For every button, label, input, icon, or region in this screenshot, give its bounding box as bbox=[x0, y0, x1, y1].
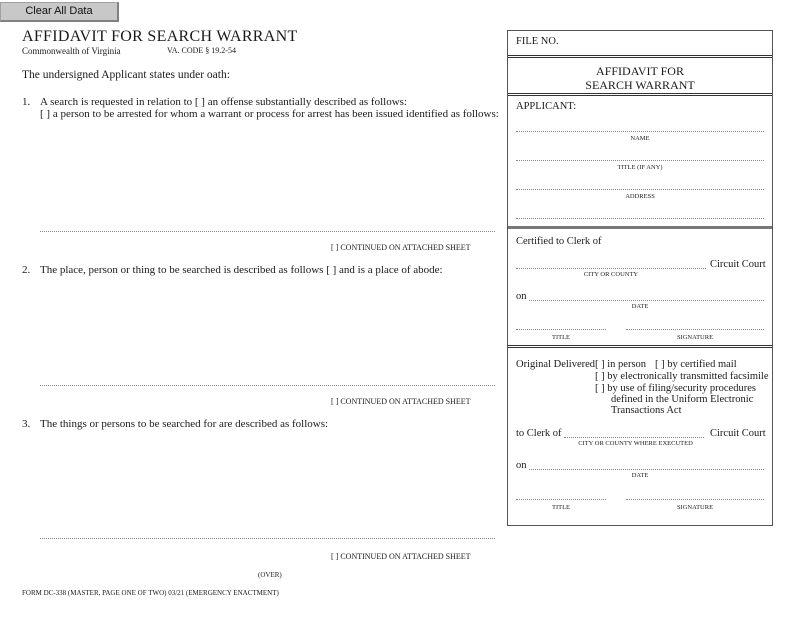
section-2-text-area[interactable] bbox=[40, 278, 495, 381]
certified-mail-checkbox[interactable]: [ ] by certified mail bbox=[655, 359, 737, 370]
date-caption-2: DATE bbox=[631, 472, 649, 479]
section-1-person-checkbox-line[interactable]: [ ] a person to be arrested for whom a warrant or process for arrest has been issued identified as follows: bbox=[40, 108, 499, 120]
signature-caption-2: SIGNATURE bbox=[676, 504, 714, 511]
section-1-offense-checkbox-line[interactable]: A search is requested in relation to [ ] an offense substantially described as follows: bbox=[40, 96, 407, 108]
panel-title-line1: AFFIDAVIT FOR bbox=[596, 64, 684, 78]
section-1-continued-checkbox[interactable]: [ ] CONTINUED ON ATTACHED SHEET bbox=[331, 243, 471, 252]
delivered-title-input[interactable] bbox=[516, 499, 606, 500]
certified-title-input[interactable] bbox=[516, 329, 606, 330]
certified-city-county-input[interactable] bbox=[516, 268, 706, 269]
on-label: on bbox=[516, 291, 527, 302]
delivered-date-input[interactable] bbox=[529, 469, 764, 470]
title-caption: TITLE bbox=[551, 334, 571, 341]
clear-all-data-button[interactable]: Clear All Data bbox=[0, 2, 119, 22]
applicant-label: APPLICANT: bbox=[516, 101, 577, 112]
file-no-label: FILE NO. bbox=[516, 36, 559, 47]
section-2-number: 2. bbox=[22, 264, 31, 276]
section-3-continued-checkbox[interactable]: [ ] CONTINUED ON ATTACHED SHEET bbox=[331, 552, 471, 561]
on-label-2: on bbox=[516, 460, 527, 471]
signature-caption: SIGNATURE bbox=[676, 334, 714, 341]
filing-security-text-3: Transactions Act bbox=[611, 405, 682, 416]
filing-panel bbox=[507, 30, 773, 526]
filing-security-text-2: defined in the Uniform Electronic bbox=[611, 394, 754, 405]
date-caption: DATE bbox=[631, 303, 649, 310]
applicant-address-input-2[interactable] bbox=[516, 218, 764, 219]
applicant-name-input[interactable] bbox=[516, 131, 764, 132]
over-label: (OVER) bbox=[258, 571, 282, 579]
section-1-number: 1. bbox=[22, 96, 31, 108]
section-3-underline bbox=[40, 538, 495, 539]
statute-code: VA. CODE § 19.2-54 bbox=[167, 46, 236, 55]
name-caption: NAME bbox=[630, 135, 650, 142]
address-caption: ADDRESS bbox=[625, 193, 655, 200]
section-1-underline bbox=[40, 231, 495, 232]
city-or-county-caption: CITY OR COUNTY bbox=[583, 271, 639, 278]
title-if-any-caption: TITLE (IF ANY) bbox=[617, 164, 663, 171]
executed-city-county-input[interactable] bbox=[564, 437, 704, 438]
intro-statement: The undersigned Applicant states under oath: bbox=[22, 69, 230, 81]
section-1-text-area[interactable] bbox=[40, 122, 495, 227]
section-2-underline bbox=[40, 385, 495, 386]
divider bbox=[508, 55, 772, 58]
circuit-court-label: Circuit Court bbox=[710, 259, 766, 270]
section-3-number: 3. bbox=[22, 418, 31, 430]
divider bbox=[508, 93, 772, 96]
original-delivered-label: Original Delivered bbox=[516, 359, 596, 370]
applicant-address-input[interactable] bbox=[516, 189, 764, 190]
title-caption-2: TITLE bbox=[551, 504, 571, 511]
form-number: FORM DC-338 (MASTER, PAGE ONE OF TWO) 03/21 (EMERGENCY ENACTMENT) bbox=[22, 589, 279, 597]
facsimile-checkbox[interactable]: [ ] by electronically transmitted facsimile bbox=[595, 371, 769, 382]
certified-signature-input[interactable] bbox=[626, 329, 764, 330]
certified-to-clerk-label: Certified to Clerk of bbox=[516, 236, 602, 247]
filing-security-checkbox[interactable]: [ ] by use of filing/security procedures bbox=[595, 383, 756, 394]
to-clerk-of-label: to Clerk of bbox=[516, 428, 562, 439]
in-person-checkbox[interactable]: [ ] in person bbox=[595, 359, 647, 370]
city-county-executed-caption: CITY OR COUNTY WHERE EXECUTED bbox=[578, 440, 693, 447]
section-2-description-line[interactable]: The place, person or thing to be searched is described as follows [ ] and is a place of abode: bbox=[40, 264, 443, 276]
certified-date-input[interactable] bbox=[529, 300, 764, 301]
page-title: AFFIDAVIT FOR SEARCH WARRANT bbox=[22, 28, 298, 45]
section-3-text-area[interactable] bbox=[40, 432, 495, 535]
jurisdiction-label: Commonwealth of Virginia bbox=[22, 46, 121, 56]
divider bbox=[508, 226, 772, 229]
delivered-signature-input[interactable] bbox=[626, 499, 764, 500]
panel-title-line2: SEARCH WARRANT bbox=[585, 78, 695, 92]
applicant-title-input[interactable] bbox=[516, 160, 764, 161]
file-no-input[interactable] bbox=[568, 34, 766, 52]
section-2-continued-checkbox[interactable]: [ ] CONTINUED ON ATTACHED SHEET bbox=[331, 397, 471, 406]
circuit-court-label-2: Circuit Court bbox=[710, 428, 766, 439]
section-3-description-line: The things or persons to be searched for are described as follows: bbox=[40, 418, 329, 430]
divider bbox=[508, 345, 772, 348]
